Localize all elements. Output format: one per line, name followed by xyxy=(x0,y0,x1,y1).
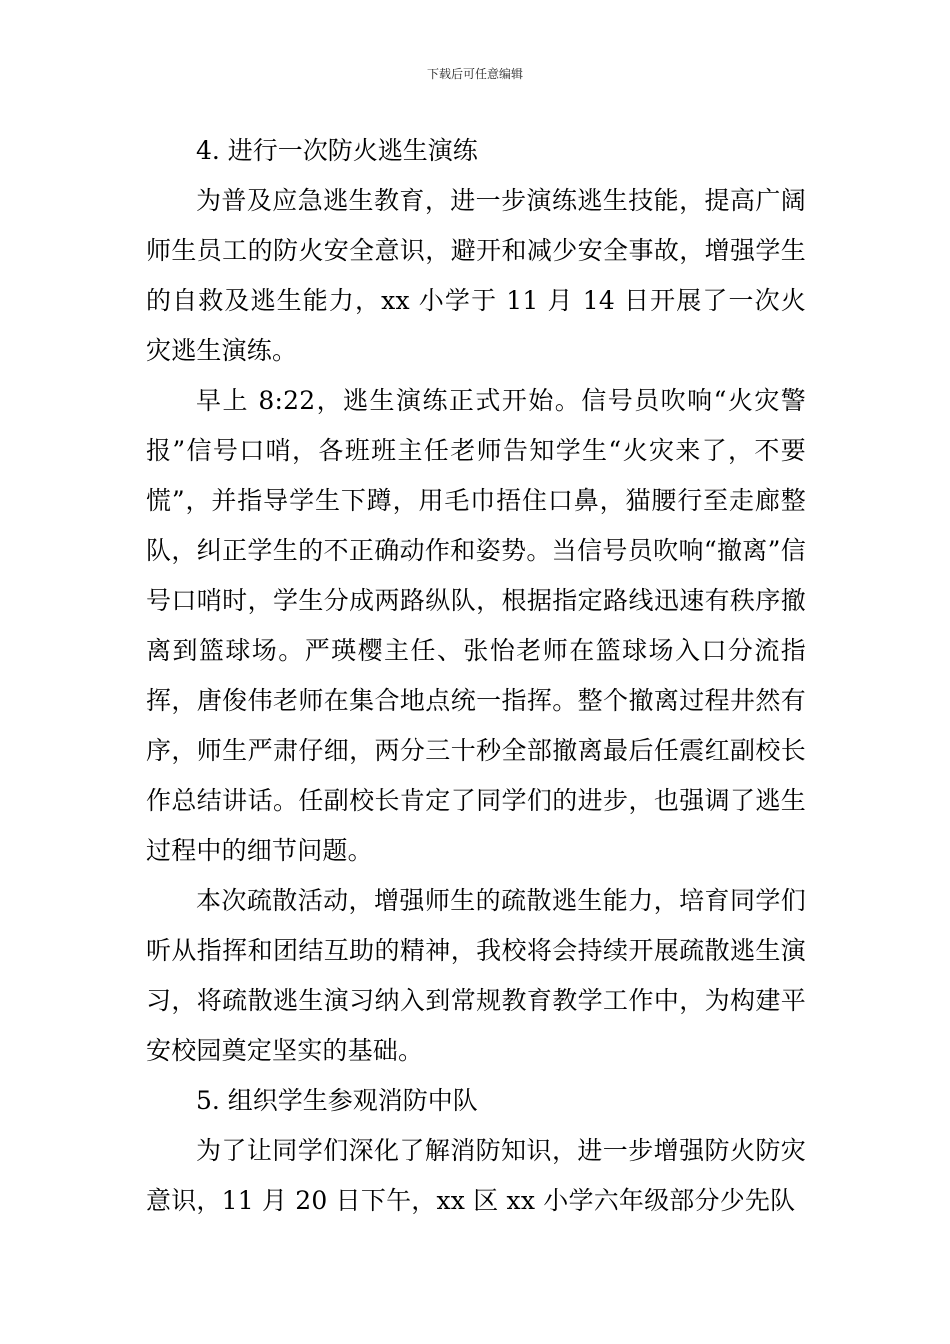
document-body xyxy=(146,126,806,1226)
paragraph-4: 为了让同学们深化了解消防知识，进一步增强防火防灾意识，11 月 20 日下午，xx 区 xx 小学六年级部分少先队 xyxy=(146,1136,806,1215)
paragraph-1: 为普及应急逃生教育，进一步演练逃生技能，提高广阔师生员工的防火安全意识，避开和减少安全事故，增强学生的自救及逃生能力，xx 小学于 11 月 14 日开展了一次火灾逃生演练。 xyxy=(146,186,806,365)
paragraph-2: 早上 8:22，逃生演练正式开始。信号员吹响“火灾警报”信号口哨，各班班主任老师告知学生“火灾来了，不要慌”，并指导学生下蹲，用毛巾捂住口鼻，猫腰行至走廊整队，纠正学生的不正确动作和姿势。当信号员吹响“撤离”信号口哨时，学生分成两路纵队，根据指定路线迅速有秩序撤离到篮球场。严瑛樱主任、张怡老师在篮球场入口分流指挥，唐俊伟老师在集合地点统一指挥。整个撤离过程井然有序，师生严肃仔细，两分三十秒全部撤离最后任震红副校长作总结讲话。任副校长肯定了同学们的进步，也强调了逃生过程中的细节问题。 xyxy=(146,386,806,865)
section-heading-5: 5. 组织学生参观消防中队 xyxy=(196,1086,478,1115)
paragraph-3: 本次疏散活动，增强师生的疏散逃生能力，培育同学们听从指挥和团结互助的精神，我校将会持续开展疏散逃生演习，将疏散逃生演习纳入到常规教育教学工作中，为构建平安校园奠定坚实的基础。 xyxy=(146,886,806,1065)
section-heading-4: 4. 进行一次防火逃生演练 xyxy=(196,136,478,165)
header-note: 下载后可任意编辑 xyxy=(426,67,523,81)
